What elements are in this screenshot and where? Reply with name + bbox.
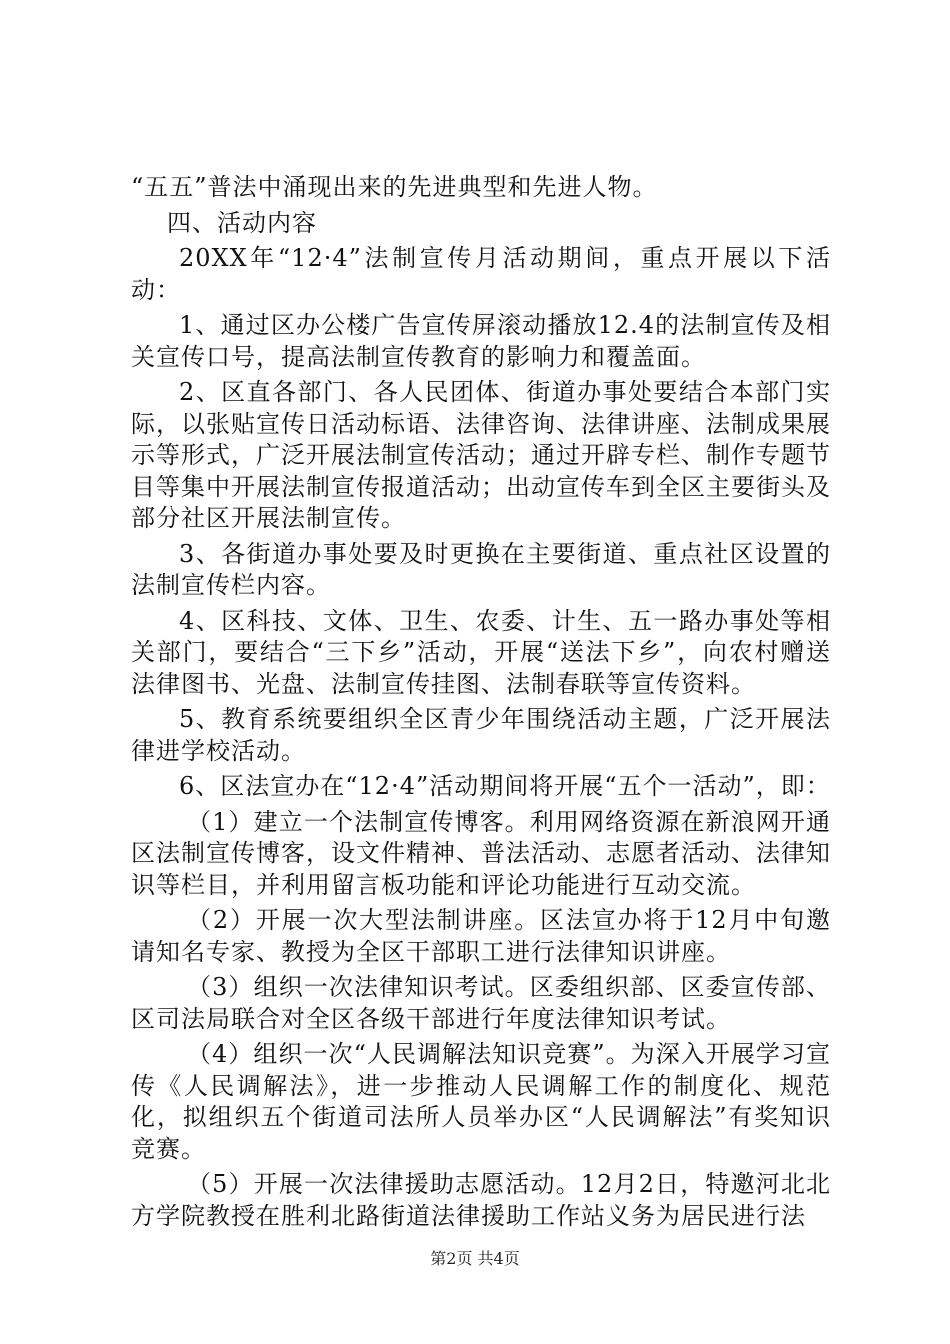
- paragraph: 5、教育系统要组织全区青少年围绕活动主题，广泛开展法律进学校活动。: [131, 705, 831, 765]
- paragraph: 20XX年“12·4”法制宣传月活动期间，重点开展以下活动：: [131, 244, 831, 304]
- paragraph: （3）组织一次法律知识考试。区委组织部、区委宣传部、区司法局联合对全区各级干部进行年度法律知识考试。: [131, 973, 831, 1033]
- paragraph: “五五”普法中涌现出来的先进典型和先进人物。: [131, 173, 658, 201]
- paragraph: 6、区法宣办在“12·4”活动期间将开展“五个一活动”，即：: [179, 772, 831, 800]
- paragraph: （2）开展一次大型法制讲座。区法宣办将于12月中旬邀请知名专家、教授为全区干部职工进行法律知识讲座。: [131, 906, 831, 966]
- paragraph: 1、通过区办公楼广告宣传屏滚动播放12.4的法制宣传及相关宣传口号，提高法制宣传教育的影响力和覆盖面。: [131, 311, 831, 371]
- paragraph: （4）组织一次“人民调解法知识竞赛”。为深入开展学习宣传《人民调解法》，进一步推动人民调解工作的制度化、规范化，拟组织五个街道司法所人员举办区“人民调解法”有奖知识竞赛。: [131, 1040, 831, 1163]
- paragraph: 2、区直各部门、各人民团体、街道办事处要结合本部门实际，以张贴宣传日活动标语、法律咨询、法律讲座、法制成果展示等形式，广泛开展法制宣传活动；通过开辟专栏、制作专题节目等集中开展法制宣传报道活动；出动宣传车到全区主要街头及部分社区开展法制宣传。: [131, 378, 831, 532]
- paragraph: 4、区科技、文体、卫生、农委、计生、五一路办事处等相关部门，要结合“三下乡”活动，开展“送法下乡”，向农村赠送法律图书、光盘、法制宣传挂图、法制春联等宣传资料。: [131, 606, 831, 698]
- paragraph: 3、各街道办事处要及时更换在主要街道、重点社区设置的法制宣传栏内容。: [131, 539, 831, 599]
- paragraph: 四、活动内容: [167, 208, 317, 237]
- paragraph: （1）建立一个法制宣传博客。利用网络资源在新浪网开通区法制宣传博客，设文件精神、普法活动、志愿者活动、法律知识等栏目，并利用留言板功能和评论功能进行互动交流。: [131, 807, 831, 899]
- document-body: [131, 172, 831, 1236]
- paragraph: （5）开展一次法律援助志愿活动。12月2日，特邀河北北方学院教授在胜利北路街道法律援助工作站义务为居民进行法: [131, 1170, 831, 1230]
- page-footer: 第2页 共4页: [430, 1249, 520, 1268]
